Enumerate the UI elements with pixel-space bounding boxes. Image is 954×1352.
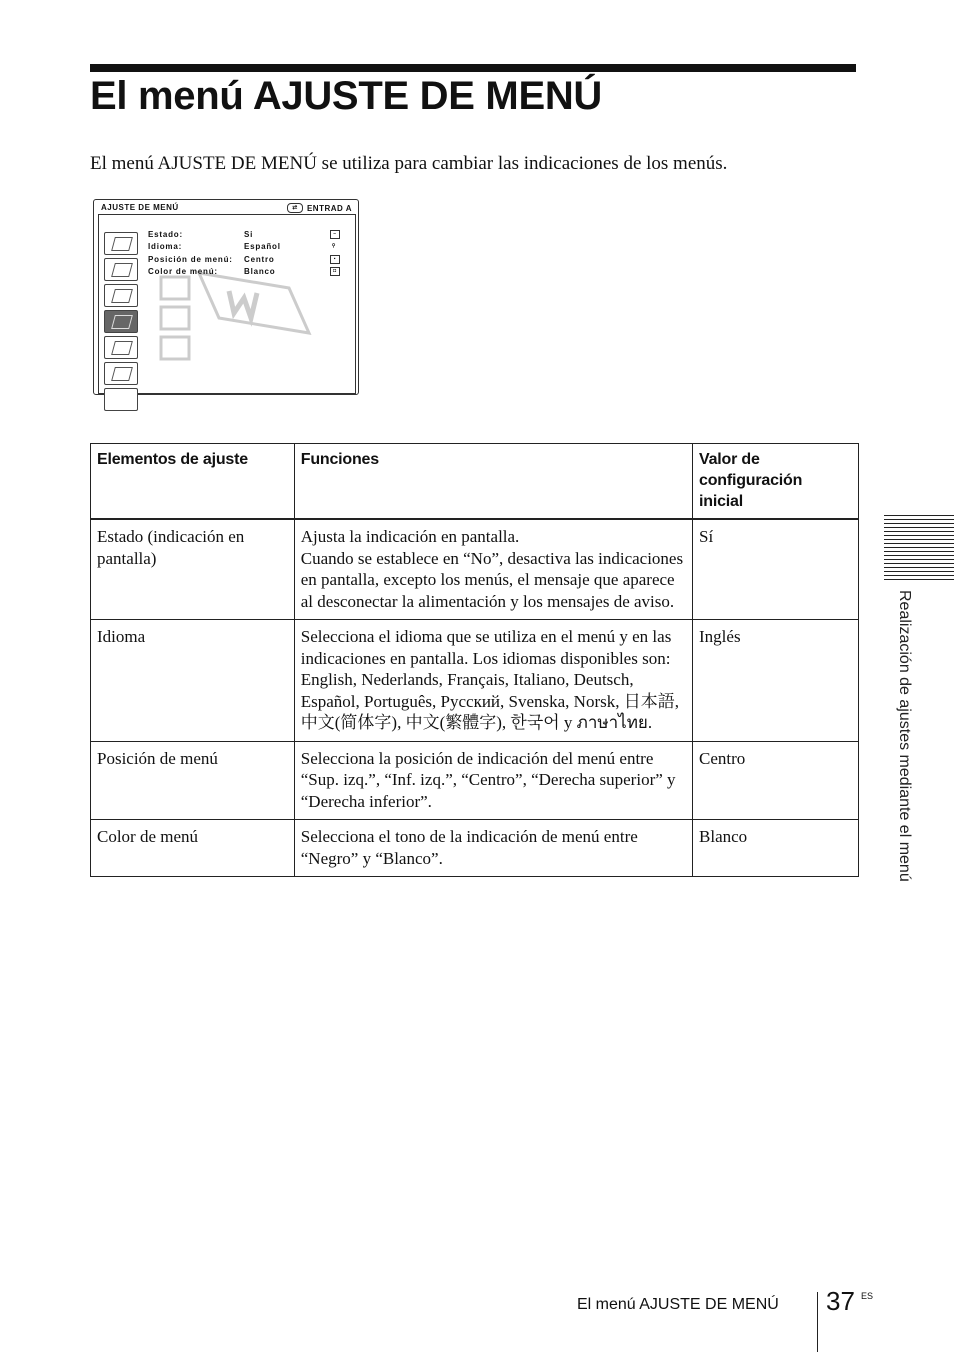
table-cell-initial: Sí xyxy=(693,519,859,620)
menu-tabs xyxy=(104,232,138,414)
position-icon: ▪ xyxy=(330,255,340,264)
menu-row-label: Posición de menú: xyxy=(148,254,233,264)
info-tab-icon[interactable] xyxy=(104,362,138,385)
column-header: Funciones xyxy=(294,444,692,520)
menu-row-idioma[interactable] xyxy=(148,241,340,254)
menu-row-label: Estado: xyxy=(148,229,183,239)
table-cell-function: Selecciona el idioma que se utiliza en el menú y en las indicaciones en pantalla. Los idiomas disponibles son: English, Nederlands, Français, Italiano, Deutsch, Español, Português, Русский, Svenska, Norsk, 日本語, 中文(简体字), 中文(繁體字), 한국어 y ภาษาไทย. xyxy=(294,620,692,742)
menu-row-color[interactable] xyxy=(148,266,340,279)
table-cell-initial: Blanco xyxy=(693,820,859,877)
menu-screenshot xyxy=(93,199,361,396)
table-cell-initial: Inglés xyxy=(693,620,859,742)
installation-tab-icon[interactable] xyxy=(104,336,138,359)
column-header: Valor de configuración inicial xyxy=(693,444,859,520)
color-icon: ◘ xyxy=(330,267,340,276)
footer-section-title: El menú AJUSTE DE MENÚ xyxy=(577,1296,779,1313)
menu-input-indicator xyxy=(287,203,352,213)
empty-tab xyxy=(104,388,138,411)
table-cell-item: Idioma xyxy=(91,620,295,742)
page-number: 37 xyxy=(826,1286,855,1316)
input-tab-icon[interactable] xyxy=(104,258,138,281)
table-cell-item: Color de menú xyxy=(91,820,295,877)
menu-row-value: Centro xyxy=(244,254,275,264)
table-header-row xyxy=(91,444,859,520)
table-cell-item: Posición de menú xyxy=(91,741,295,820)
intro-text: El menú AJUSTE DE MENÚ se utiliza para cambiar las indicaciones de los menús. xyxy=(90,153,728,174)
display-icon: – xyxy=(330,230,340,239)
table-cell-initial: Centro xyxy=(693,741,859,820)
settings-table xyxy=(90,443,859,877)
menu-watermark-icon xyxy=(139,263,359,393)
table-cell-function: Selecciona la posición de indicación del menú entre “Sup. izq.”, “Inf. izq.”, “Centro”, “Derecha superior” y “Derecha inferior”. xyxy=(294,741,692,820)
input-icon: ⇄ xyxy=(287,203,303,213)
setup-tab-icon[interactable] xyxy=(104,284,138,307)
menu-row-value: Español xyxy=(244,242,281,252)
menu-header: AJUSTE DE MENÚ xyxy=(101,203,179,212)
menu-row-label: Color de menú: xyxy=(148,267,218,277)
footer-rule xyxy=(817,1292,818,1352)
page-title: El menú AJUSTE DE MENÚ xyxy=(90,74,602,118)
top-rule xyxy=(90,64,856,72)
table-row xyxy=(91,620,859,742)
menu-row-value: Blanco xyxy=(244,267,276,277)
column-header: Elementos de ajuste xyxy=(91,444,295,520)
table-cell-item: Estado (indicación en pantalla) xyxy=(91,519,295,620)
menu-row-value: Si xyxy=(244,229,254,239)
menu-row-estado[interactable] xyxy=(148,228,340,241)
menu-row-label: Idioma: xyxy=(148,242,183,252)
page-language: ES xyxy=(861,1291,874,1301)
menu-input-label: ENTRAD A xyxy=(306,203,352,213)
picture-tab-icon[interactable] xyxy=(104,232,138,255)
menu-rows xyxy=(148,228,340,278)
menu-row-posicion[interactable] xyxy=(148,253,340,266)
language-icon: ⚲ xyxy=(331,243,337,250)
table-row xyxy=(91,741,859,820)
menu-setup-tab-icon[interactable] xyxy=(104,310,138,333)
table-row xyxy=(91,820,859,877)
side-tab-lines xyxy=(884,515,954,583)
side-tab-label: Realización de ajustes mediante el menú xyxy=(896,590,913,882)
menu-frame xyxy=(93,199,359,395)
table-cell-function: Ajusta la indicación en pantalla. Cuando se establece en “No”, desactiva las indicaciones en pantalla, excepto los menús, el mensaje que aparece al desconectar la alimentación y los mensajes de aviso. xyxy=(294,519,692,620)
table-cell-function: Selecciona el tono de la indicación de menú entre “Negro” y “Blanco”. xyxy=(294,820,692,877)
table-row xyxy=(91,519,859,620)
